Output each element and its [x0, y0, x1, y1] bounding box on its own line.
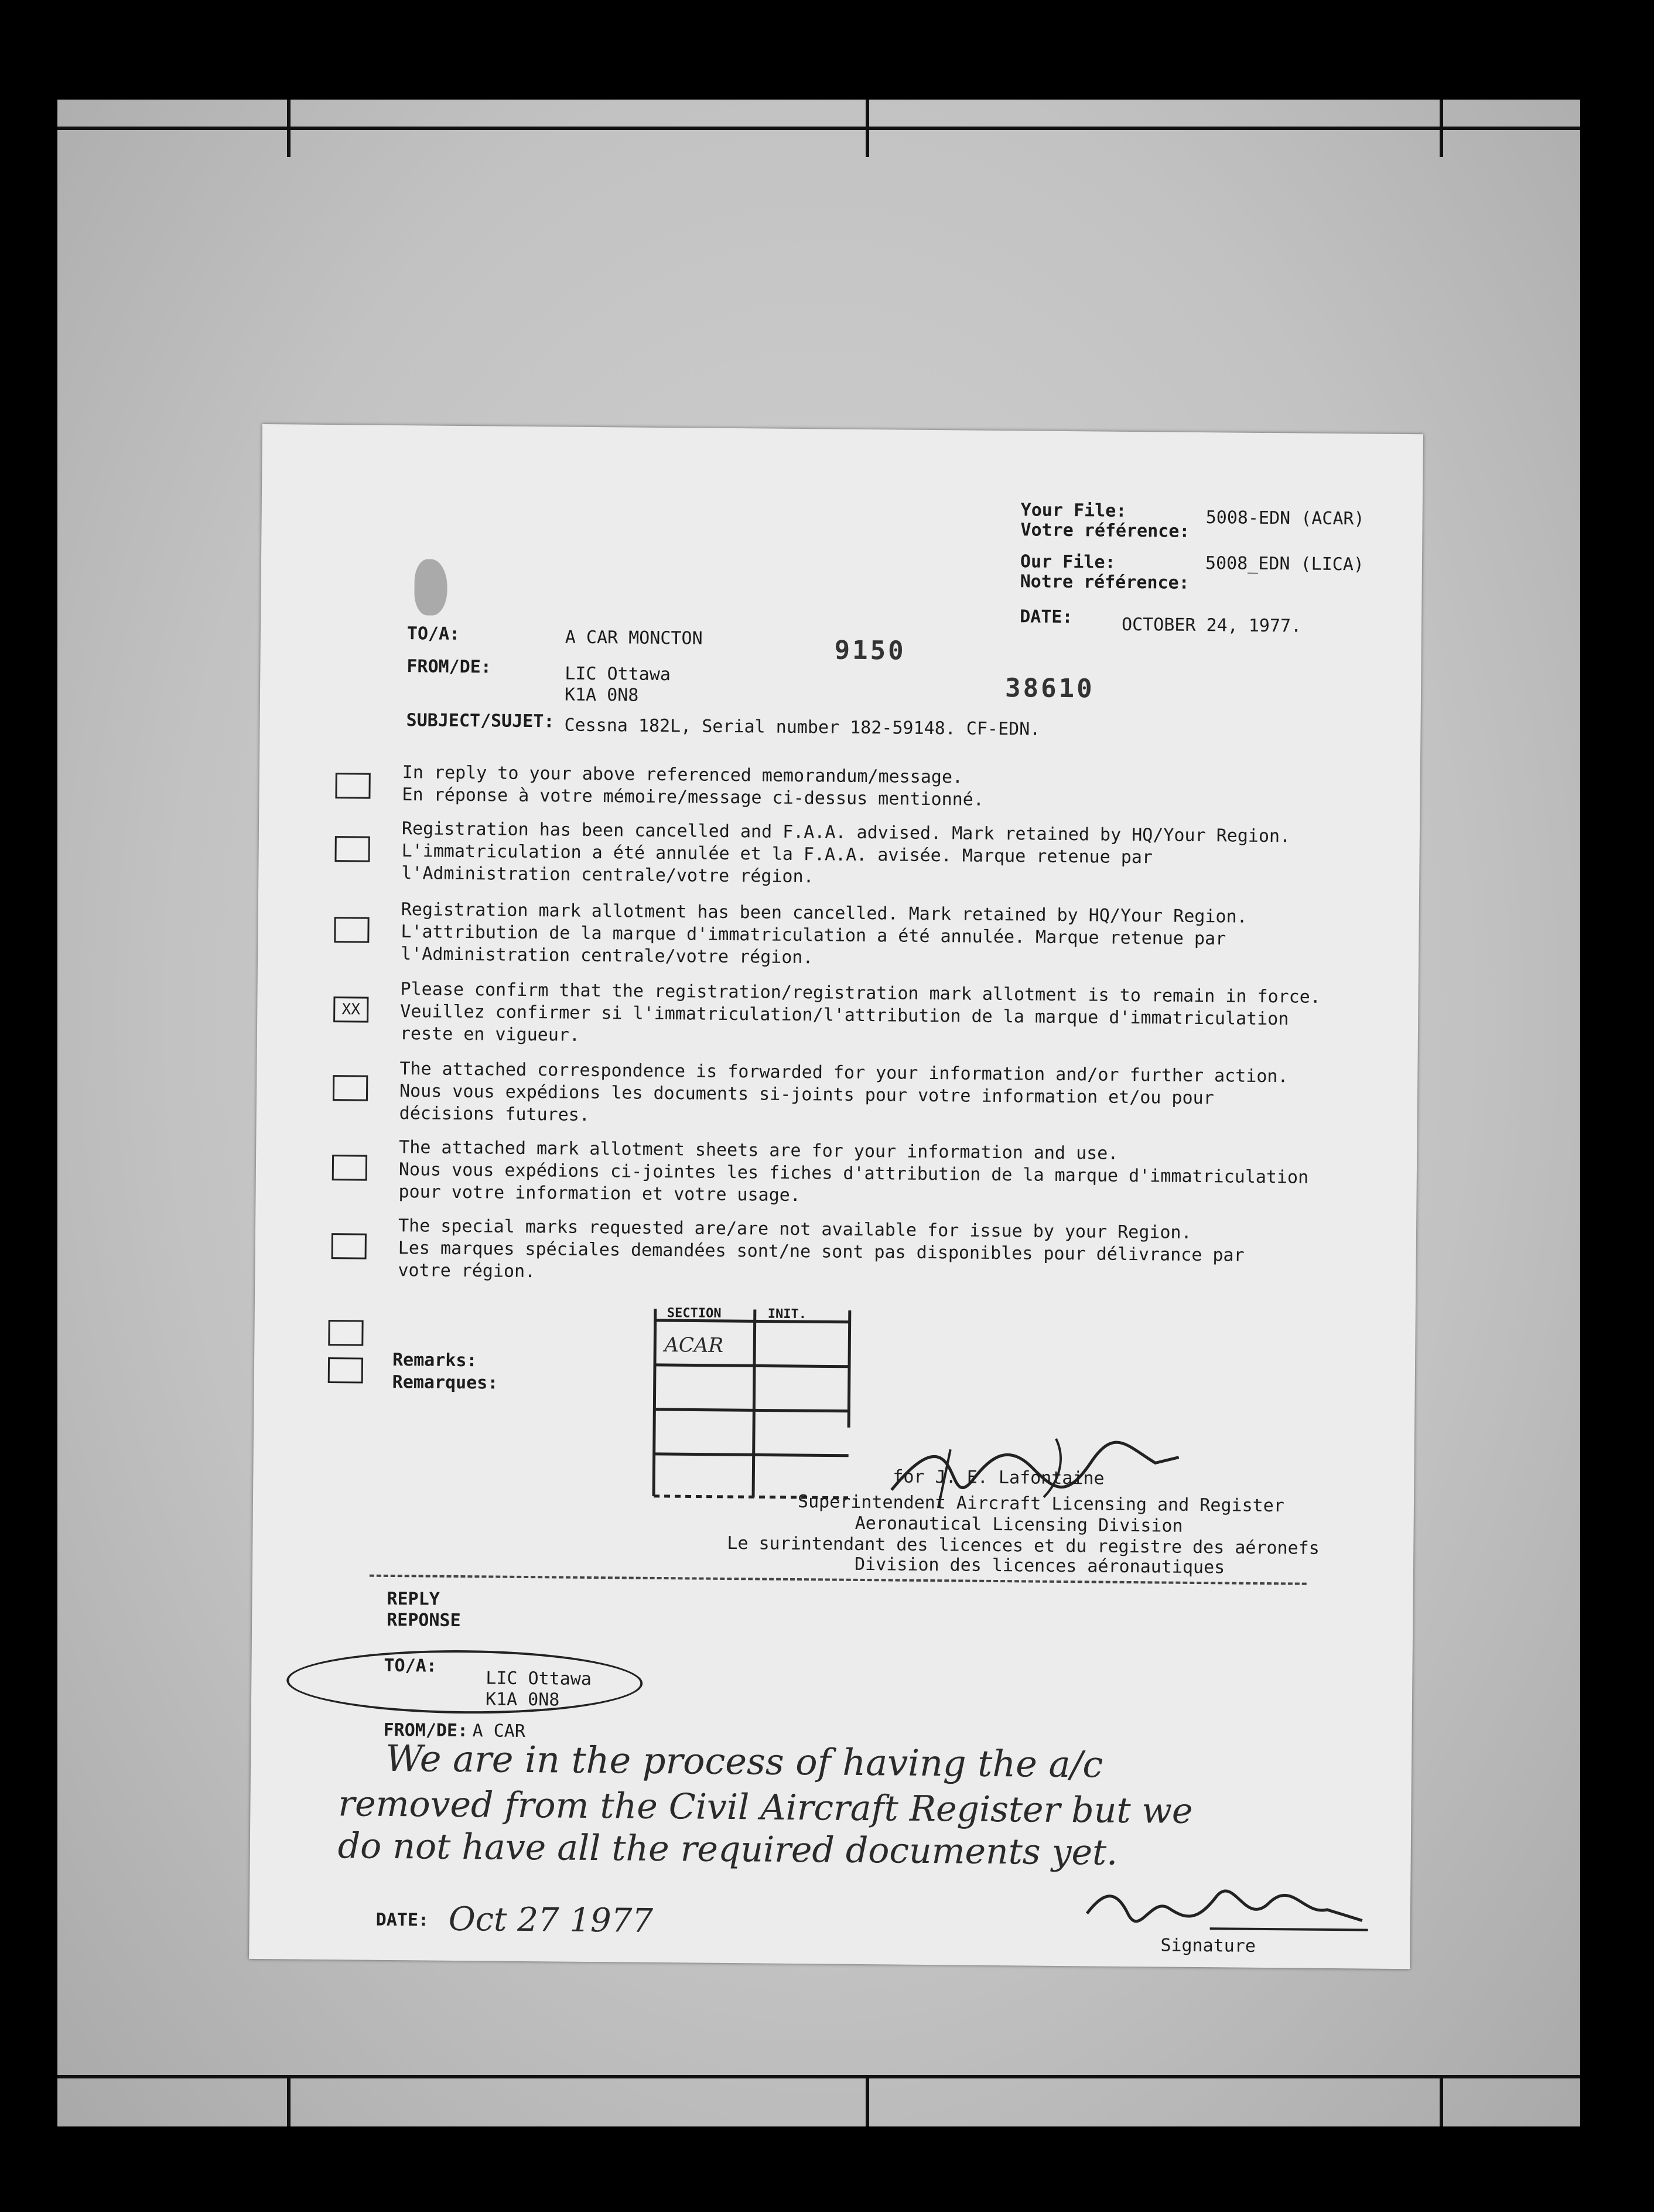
reply-from-label: FROM/DE: — [383, 1719, 469, 1742]
signatory-title-1: Superintendent Aircraft Licensing and Register — [797, 1491, 1284, 1517]
to-label: TO/A: — [406, 623, 460, 644]
checklist-text-fr-2: reste en vigueur. — [399, 1023, 580, 1046]
frame-divider-4 — [287, 2075, 291, 2126]
remarks-label-fr: Remarques: — [392, 1371, 498, 1394]
checklist-text-en: Registration mark allotment has been cancelled. Mark retained by HQ/Your Region. — [401, 899, 1248, 927]
checkbox[interactable] — [333, 1075, 368, 1101]
checkbox[interactable] — [334, 917, 369, 943]
your-file-label: Your File: — [1020, 500, 1127, 521]
grid-header-init: INIT. — [767, 1306, 807, 1322]
reply-label-fr: REPONSE — [387, 1609, 461, 1631]
checklist-text-fr: Veuillez confirmer si l'immatriculation/l'attribution de la marque d'immatriculation — [400, 1001, 1289, 1030]
signatory-title-2: Aeronautical Licensing Division — [855, 1513, 1183, 1537]
memo-document — [249, 424, 1423, 1969]
checklist-text-en: In reply to your above referenced memorandum/message. — [402, 762, 963, 788]
signatory-title-4: Division des licences aéronautiques — [854, 1554, 1225, 1578]
checklist-text-en: The attached correspondence is forwarded for your information and/or further action. — [399, 1059, 1289, 1087]
frame-divider-3 — [1440, 100, 1443, 157]
routing-grid — [651, 1306, 852, 1504]
checklist-text-en: The special marks requested are/are not available for issue by your Region. — [398, 1216, 1192, 1243]
checklist-text-en: The attached mark allotment sheets are for your information and use. — [399, 1137, 1119, 1164]
reply-signature-scribble — [1081, 1872, 1375, 1939]
from-label: FROM/DE: — [406, 656, 492, 678]
checklist-text-en: Registration has been cancelled and F.A.A. advised. Mark retained by HQ/Your Region. — [401, 818, 1291, 847]
reply-label: REPLY — [387, 1588, 440, 1610]
from-line-1: LIC Ottawa — [565, 663, 671, 685]
checklist-text-fr-2: pour votre information et votre usage. — [398, 1182, 801, 1206]
torn-mark — [414, 559, 447, 615]
checklist-text-en: Please confirm that the registration/registration mark allotment is to remain in force. — [400, 979, 1321, 1008]
checklist-text-fr: L'immatriculation a été annulée et la F.A.A. avisée. Marque retenue par — [401, 841, 1153, 868]
remarks-label: Remarks: — [392, 1349, 477, 1371]
checkbox[interactable] — [335, 773, 370, 799]
checklist-text-fr-2: décisions futures. — [399, 1103, 590, 1125]
checkbox-checked[interactable]: XX — [333, 996, 368, 1023]
frame-divider-6 — [1440, 2075, 1443, 2126]
frame-divider-5 — [866, 2075, 869, 2126]
checklist-text-fr: L'attribution de la marque d'immatriculation a été annulée. Marque retenue par — [401, 921, 1226, 950]
checklist-text-fr-2: votre région. — [398, 1260, 536, 1282]
checkbox[interactable] — [334, 836, 370, 862]
reply-to-line-1: LIC Ottawa — [486, 1668, 592, 1689]
frame-divider-2 — [866, 100, 869, 157]
from-line-2: K1A 0N8 — [564, 684, 639, 706]
our-file-label-fr: Notre référence: — [1020, 571, 1190, 593]
grid-header-section: SECTION — [667, 1306, 722, 1321]
subject-label: SUBJECT/SUJET: — [406, 710, 555, 732]
date-label: DATE: — [1020, 606, 1073, 628]
checkbox[interactable] — [332, 1233, 367, 1259]
date-value: OCTOBER 24, 1977. — [1121, 614, 1302, 637]
checklist-text-fr: En réponse à votre mémoire/message ci-dessus mentionné. — [402, 784, 984, 810]
to-value: A CAR MONCTON — [565, 627, 703, 649]
reply-from-value: A CAR — [472, 1721, 526, 1742]
checklist-text-fr: Les marques spéciales demandées sont/ne sont pas disponibles pour délivrance par — [398, 1238, 1245, 1266]
signature-caption: Signature — [1160, 1935, 1256, 1957]
checkbox[interactable] — [328, 1357, 363, 1384]
handwritten-reply-line-1: We are in the process of having the a/c — [385, 1736, 1103, 1786]
our-file-value: 5008_EDN (LICA) — [1205, 553, 1365, 575]
grid-entry-acar: ACAR — [664, 1333, 724, 1357]
reply-to-label: TO/A: — [384, 1655, 437, 1677]
frame-bottom-rule — [57, 2075, 1580, 2078]
signatory-title-3: Le surintendant des licences et du registre des aéronefs — [727, 1532, 1320, 1559]
handwritten-reply-line-2: removed from the Civil Aircraft Register but we — [338, 1783, 1193, 1832]
frame-divider-1 — [287, 100, 291, 157]
handwritten-signature-2 — [1081, 1872, 1374, 1941]
checklist-text-fr-2: l'Administration centrale/votre région. — [401, 863, 814, 887]
reply-date-value: Oct 27 1977 — [448, 1900, 654, 1940]
stamped-number-1: 9150 — [834, 635, 906, 666]
frame-top-rule — [57, 127, 1580, 130]
reply-date-label: DATE: — [375, 1909, 429, 1931]
stamped-number-2: 38610 — [1004, 673, 1095, 704]
checklist-text-fr-2: l'Administration centrale/votre région. — [400, 944, 814, 968]
checkbox[interactable] — [332, 1155, 367, 1181]
checklist-text-fr: Nous vous expédions les documents si-joints pour votre information et/ou pour — [399, 1081, 1214, 1109]
subject-value: Cessna 182L, Serial number 182-59148. CF-EDN. — [564, 715, 1041, 740]
handwritten-reply-line-3: do not have all the required documents yet. — [337, 1825, 1118, 1873]
reply-to-line-2: K1A 0N8 — [485, 1689, 560, 1711]
your-file-value: 5008-EDN (ACAR) — [1205, 507, 1365, 530]
our-file-label: Our File: — [1020, 551, 1116, 573]
your-file-label-fr: Votre référence: — [1020, 520, 1190, 542]
checklist-text-fr: Nous vous expédions ci-jointes les fiches d'attribution de la marque d'immatriculation — [398, 1159, 1309, 1188]
checkbox[interactable] — [328, 1320, 363, 1346]
signatory-name: for J. E. Lafontaine — [893, 1466, 1105, 1489]
